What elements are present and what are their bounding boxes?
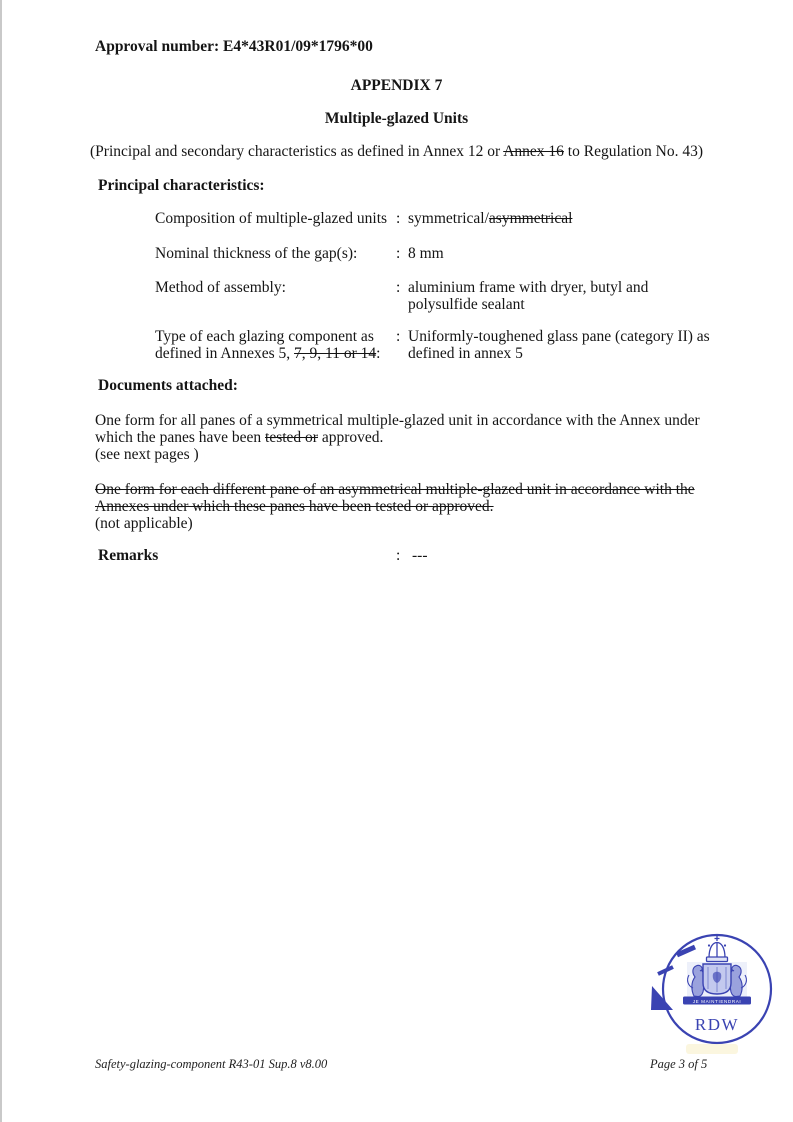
- row-value: [408, 210, 572, 227]
- para2-line2-struck: Annexes under which these panes have been tested or approved.: [95, 498, 494, 515]
- row-value-line1: aluminium frame with dryer, butyl and: [408, 279, 649, 296]
- motto-text: JE MAINTIENDRAI: [692, 998, 742, 1004]
- para2-note: (not applicable): [95, 515, 193, 532]
- row-label: Composition of multiple-glazed units: [155, 210, 388, 227]
- scan-edge-artifact: [0, 0, 2, 1122]
- principal-characteristics-heading: Principal characteristics:: [98, 177, 265, 194]
- documents-attached-heading: Documents attached:: [98, 377, 238, 394]
- intro-line: [0, 143, 793, 160]
- remarks-value: ---: [412, 547, 428, 564]
- rdw-stamp: [650, 930, 784, 1050]
- para1-line1: One form for all panes of a symmetrical multiple-glazed unit in accordance with the Annex under: [95, 412, 700, 429]
- footer-page-number: Page 3 of 5: [650, 1057, 708, 1071]
- row-value-line2: defined in annex 5: [408, 345, 523, 362]
- row-colon: :: [396, 328, 401, 345]
- intro-struck-text: Annex 16: [503, 143, 564, 160]
- row-label-line2: [155, 345, 380, 362]
- intro-text-post: to Regulation No. 43): [563, 143, 703, 160]
- row-colon: :: [396, 245, 401, 262]
- row-colon: :: [396, 279, 401, 296]
- motto-banner: [683, 997, 751, 1005]
- row-label-colon: :: [376, 345, 381, 362]
- appendix-heading: APPENDIX 7: [350, 77, 443, 94]
- row-value-line1: Uniformly-toughened glass pane (category II) as: [408, 328, 710, 345]
- approval-number: Approval number: E4*43R01/09*1796*00: [95, 38, 373, 55]
- row-label-struck: 7, 9, 11 or 14: [294, 345, 377, 362]
- row-label: Nominal thickness of the gap(s):: [155, 245, 358, 262]
- row-label-text: defined in Annexes 5,: [155, 345, 295, 362]
- crown-icon: [707, 936, 728, 962]
- row-label: Method of assembly:: [155, 279, 286, 296]
- para1-note: (see next pages ): [95, 446, 199, 463]
- para2-line1-struck: One form for each different pane of an asymmetrical multiple-glazed unit in accordance with the: [95, 481, 695, 498]
- shield-icon: [703, 964, 731, 994]
- row-value-text: symmetrical/: [408, 210, 489, 227]
- remarks-colon: :: [396, 547, 401, 564]
- para1-text: which the panes have been: [95, 429, 266, 446]
- documents-paragraph-1: [95, 412, 725, 463]
- row-value: 8 mm: [408, 245, 444, 262]
- documents-paragraph-2: [95, 481, 725, 532]
- para1-text-post: approved.: [317, 429, 384, 446]
- row-colon: :: [396, 210, 401, 227]
- footer-document-id: Safety-glazing-component R43-01 Sup.8 v8.00: [95, 1057, 328, 1071]
- row-value-struck: asymmetrical: [488, 210, 573, 227]
- stamp-org-text: RDW: [694, 1015, 740, 1034]
- row-value-line2: polysulfide sealant: [408, 296, 525, 313]
- row-label-line1: Type of each glazing component as: [155, 328, 374, 345]
- scan-smudge-artifact: [686, 1044, 738, 1054]
- document-title: Multiple-glazed Units: [324, 110, 469, 127]
- para1-line2: [95, 429, 725, 446]
- intro-text: (Principal and secondary characteristics as defined in Annex 12 or: [90, 143, 504, 160]
- para1-struck: tested or: [265, 429, 318, 446]
- remarks-label: Remarks: [98, 547, 159, 564]
